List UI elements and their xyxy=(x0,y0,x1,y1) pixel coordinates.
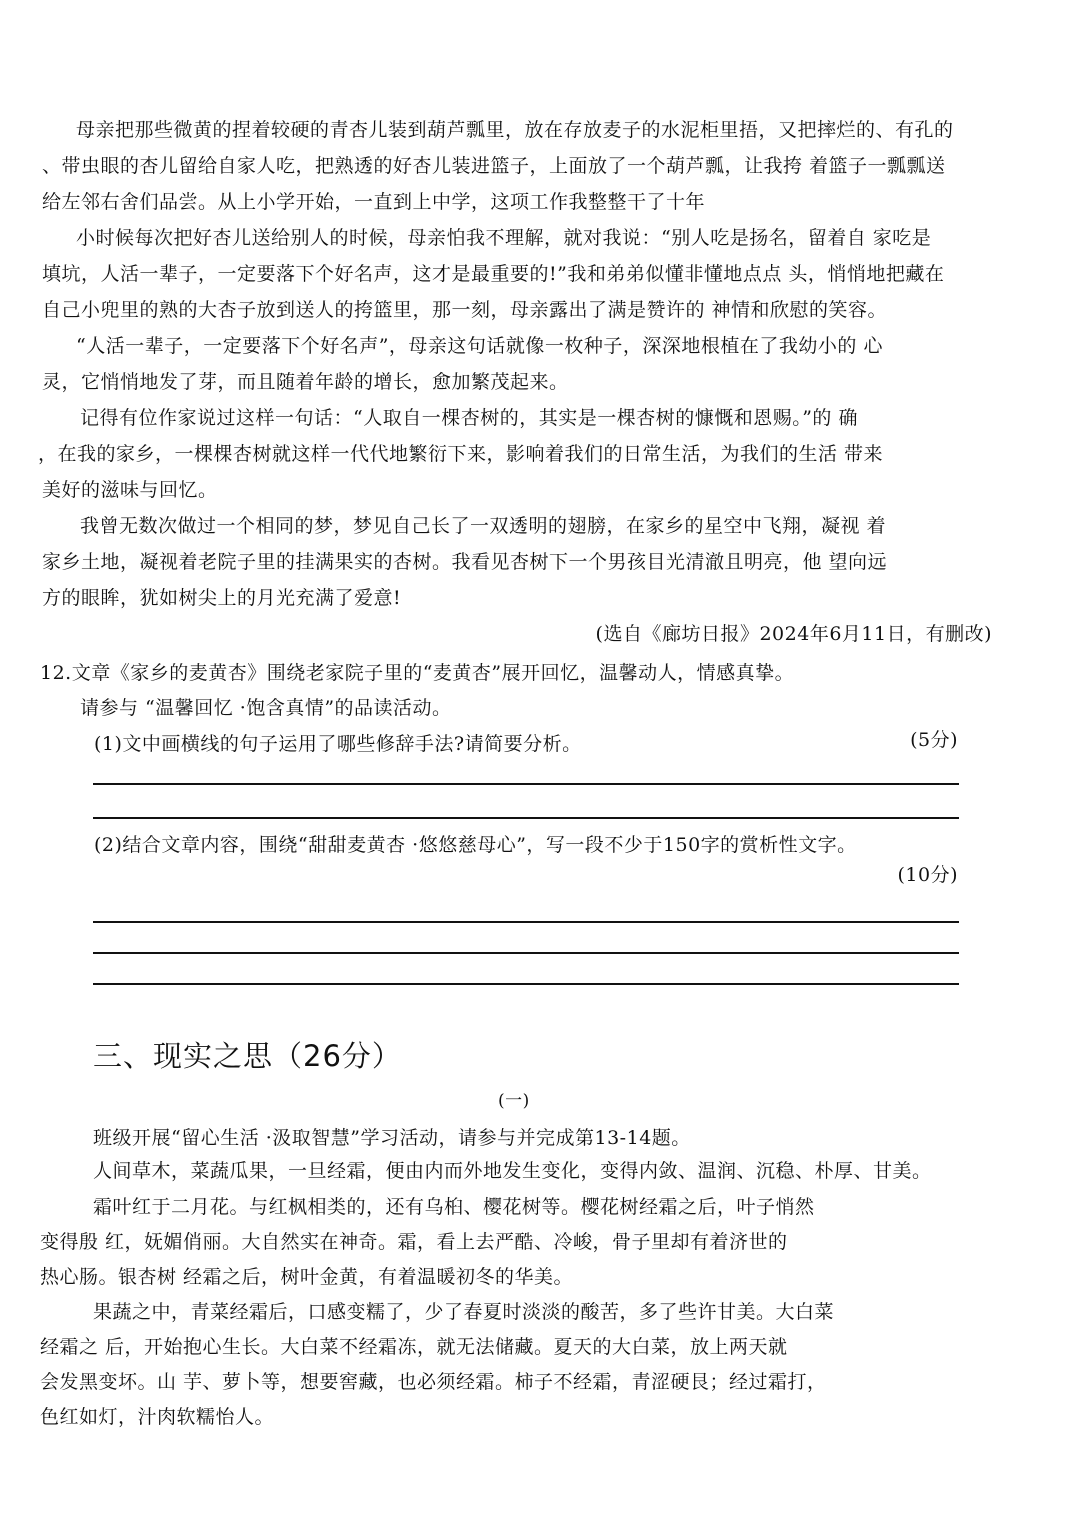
answer-line[interactable] xyxy=(93,952,959,954)
question-12-sub1-score: (5分) xyxy=(910,729,958,751)
answer-line[interactable] xyxy=(93,983,959,985)
question-12-sub1: (1)文中画横线的句子运用了哪些修辞手法?请简要分析。 xyxy=(94,733,582,755)
section-line: 果蔬之中，青菜经霜后，口感变糯了，少了春夏时淡淡的酸苦，多了些许甘美。大白菜 xyxy=(93,1301,835,1323)
question-12-activity: 请参与 “温馨回忆 ·饱含真情”的品读活动。 xyxy=(80,697,452,719)
passage-line: 给左邻右舍们品尝。从上小学开始，一直到上中学，这项工作我整整干了十年 xyxy=(42,191,706,213)
section-part-label: (一) xyxy=(498,1091,530,1111)
answer-line[interactable] xyxy=(93,783,959,785)
section-line: 热心肠。银杏树 经霜之后，树叶金黄，有着温暖初冬的华美。 xyxy=(40,1266,574,1288)
answer-line[interactable] xyxy=(93,817,959,819)
section-line: 班级开展“留心生活 ·汲取智慧”学习活动，请参与并完成第13-14题。 xyxy=(93,1127,691,1149)
passage-line: 美好的滋味与回忆。 xyxy=(42,479,218,501)
passage-line: 、带虫眼的杏儿留给自家人吃，把熟透的好杏儿装进篮子，上面放了一个葫芦瓢，让我挎 着篮子一瓢瓢送 xyxy=(42,155,946,177)
passage-line: 记得有位作家说过这样一句话：“人取自一棵杏树的，其实是一棵杏树的慷慨和恩赐。”的 确 xyxy=(80,407,858,429)
passage-source: (选自《廊坊日报》2024年6月11日，有删改) xyxy=(595,623,992,645)
passage-line: 我曾无数次做过一个相同的梦，梦见自己长了一双透明的翅膀，在家乡的星空中飞翔，凝视 着 xyxy=(80,515,887,537)
section-line: 霜叶红于二月花。与红枫相类的，还有乌桕、樱花树等。樱花树经霜之后，叶子悄然 xyxy=(93,1196,815,1218)
answer-line[interactable] xyxy=(93,921,959,923)
passage-line: 灵，它悄悄地发了芽，而且随着年龄的增长，愈加繁茂起来。 xyxy=(42,371,569,393)
section-line: 色红如灯，汁肉软糯怡人。 xyxy=(40,1406,275,1428)
question-12-stem: 12.文章《家乡的麦黄杏》围绕老家院子里的“麦黄杏”展开回忆，温馨动人，情感真挚。 xyxy=(40,662,795,684)
passage-line: 小时候每次把好杏儿送给别人的时候，母亲怕我不理解，就对我说：“别人吃是扬名，留着自 家吃是 xyxy=(76,227,932,249)
passage-line: 方的眼眸，犹如树尖上的月光充满了爱意! xyxy=(42,587,402,609)
section-line: 变得殷 红，妩媚俏丽。大自然实在神奇。霜，看上去严酷、冷峻，骨子里却有着济世的 xyxy=(40,1231,788,1253)
section-line: 人间草木，菜蔬瓜果，一旦经霜，便由内而外地发生变化，变得内敛、温润、沉稳、朴厚、甘美。 xyxy=(93,1160,932,1182)
section-title: 三、现实之思（26分） xyxy=(93,1039,402,1073)
question-12-sub2-score: (10分) xyxy=(897,864,958,886)
section-line: 经霜之 后，开始抱心生长。大白菜不经霜冻，就无法储藏。夏天的大白菜，放上两天就 xyxy=(40,1336,788,1358)
section-line: 会发黑变坏。山 芋、萝卜等，想要窖藏，也必须经霜。柿子不经霜，青涩硬艮；经过霜打， xyxy=(40,1371,827,1393)
passage-line: ，在我的家乡，一棵棵杏树就这样一代代地繁衍下来，影响着我们的日常生活，为我们的生活 带来 xyxy=(38,443,884,465)
passage-line: 自己小兜里的熟的大杏子放到送人的挎篮里，那一刻，母亲露出了满是赞许的 神情和欣慰的笑容。 xyxy=(42,299,888,321)
passage-line: 家乡土地，凝视着老院子里的挂满果实的杏树。我看见杏树下一个男孩目光清澈且明亮，他 望向远 xyxy=(42,551,888,573)
question-12-sub2: (2)结合文章内容，围绕“甜甜麦黄杏 ·悠悠慈母心”，写一段不少于150字的赏析性文字。 xyxy=(94,834,857,856)
passage-line: 填坑，人活一辈子，一定要落下个好名声，这才是最重要的!”我和弟弟似懂非懂地点点 头，悄悄地把藏在 xyxy=(42,263,945,285)
passage-line: 母亲把那些微黄的捏着较硬的青杏儿装到葫芦瓢里，放在存放麦子的水泥柜里捂，又把摔烂的、有孔的 xyxy=(76,119,954,141)
passage-line: “人活一辈子，一定要落下个好名声”，母亲这句话就像一枚种子，深深地根植在了我幼小的 心 xyxy=(76,335,883,357)
